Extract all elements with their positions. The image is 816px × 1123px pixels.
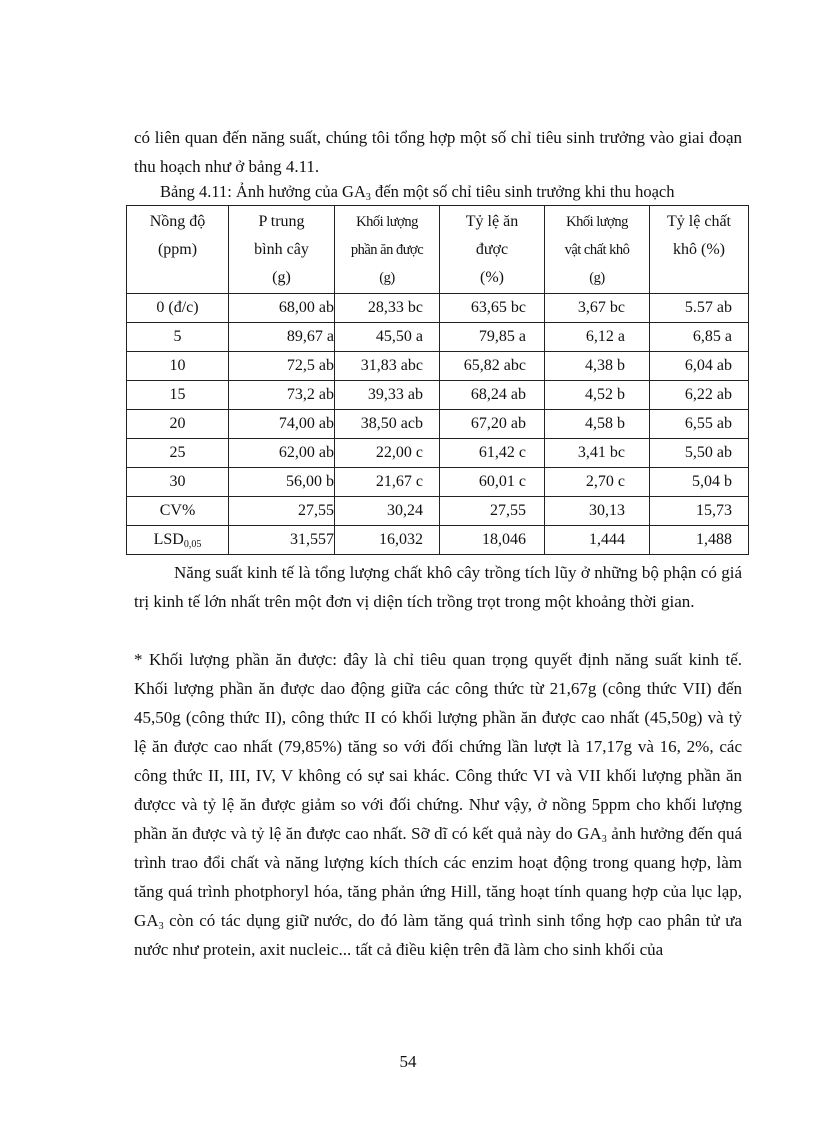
header-line: (g): [272, 269, 291, 286]
value-cell: 6,22 ab: [650, 381, 749, 410]
value-cell: 30,13: [545, 497, 650, 526]
value-cell: 74,00 ab: [229, 410, 335, 439]
table-row: [127, 439, 749, 468]
table-row: [127, 352, 749, 381]
header-line: (g): [589, 270, 605, 286]
ga3-subscript: 3: [158, 921, 164, 932]
value-cell: 5.57 ab: [650, 294, 749, 323]
intro-paragraph: có liên quan đến năng suất, chúng tôi tổng hợp một số chỉ tiêu sinh trưởng vào giai đoạn thu hoạch như ở bảng 4.11.: [134, 128, 742, 176]
header-line: được: [475, 241, 509, 258]
header-line: (g): [379, 270, 395, 286]
value-cell: 79,85 a: [440, 323, 545, 352]
value-cell: 6,55 ab: [650, 410, 749, 439]
lsd-row: [127, 526, 749, 555]
value-cell: 3,41 bc: [545, 439, 650, 468]
lsd-value: 31,557: [229, 526, 335, 555]
value-cell: 2,70 c: [545, 468, 650, 497]
table-row: [127, 468, 749, 497]
row-label-cell: 20: [127, 410, 229, 439]
table-body: [127, 294, 749, 526]
header-line: Khối lượng: [356, 214, 418, 230]
lsd-label-cell: [127, 526, 229, 555]
value-cell: 89,67 a: [229, 323, 335, 352]
table-row: [127, 294, 749, 323]
row-label-cell: 15: [127, 381, 229, 410]
value-cell: 56,00 b: [229, 468, 335, 497]
value-cell: 65,82 abc: [440, 352, 545, 381]
value-cell: 60,01 c: [440, 468, 545, 497]
value-cell: 6,12 a: [545, 323, 650, 352]
value-cell: 21,67 c: [335, 468, 440, 497]
row-label-cell: 5: [127, 323, 229, 352]
value-cell: 6,85 a: [650, 323, 749, 352]
row-label-cell: 10: [127, 352, 229, 381]
table-caption: [160, 180, 760, 204]
value-cell: 3,67 bc: [545, 294, 650, 323]
value-cell: 72,5 ab: [229, 352, 335, 381]
header-line: (ppm): [157, 241, 198, 258]
caption-text: Bảng 4.11: Ảnh hưởng của GA: [160, 182, 366, 201]
value-cell: 6,04 ab: [650, 352, 749, 381]
edible-weight-paragraph: [134, 645, 742, 964]
header-line: Nồng độ: [149, 213, 206, 230]
paragraph-text: ảnh hưởng đến quá trình trao đổi chất và năng lượng kích thích các enzim hoạt động trong quang hợp, làm tăng quá trình photphoryl hóa, tăng phản ứng Hill, tăng hoạt tính quang hợp của lục lạp, GA: [134, 824, 742, 930]
header-edible-ratio: [440, 206, 545, 294]
economic-yield-paragraph: Năng suất kinh tế là tổng lượng chất khô cây trồng tích lũy ở những bộ phận có giá trị kinh tế lớn nhất trên một đơn vị diện tích trồng trọt trong một khoảng thời gian.: [134, 563, 742, 611]
lsd-subscript: 0,05: [183, 539, 202, 550]
value-cell: 27,55: [440, 497, 545, 526]
ga3-subscript: 3: [601, 834, 607, 845]
header-line: Tỷ lệ ăn: [465, 213, 519, 230]
value-cell: 63,65 bc: [440, 294, 545, 323]
header-avg-weight: [229, 206, 335, 294]
table-row: [127, 497, 749, 526]
value-cell: 73,2 ab: [229, 381, 335, 410]
lsd-value: 1,444: [545, 526, 650, 555]
lsd-value: 1,488: [650, 526, 749, 555]
caption-subscript: 3: [365, 192, 371, 203]
header-line: (%): [480, 269, 504, 286]
lsd-label: LSD: [153, 531, 184, 548]
value-cell: 39,33 ab: [335, 381, 440, 410]
header-line: phần ăn được: [350, 242, 424, 258]
value-cell: 31,83 abc: [335, 352, 440, 381]
header-line: bình cây: [254, 241, 309, 258]
header-line: khô (%): [673, 241, 725, 258]
value-cell: 61,42 c: [440, 439, 545, 468]
paragraph-text: còn có tác dụng giữ nước, do đó làm tăng quá trình sinh tổng hợp cao phân tử ưa nước như protein, axit nucleic... tất cả điều kiện trên đã làm cho sinh khối của: [134, 911, 742, 959]
value-cell: 28,33 bc: [335, 294, 440, 323]
header-dry-matter: [545, 206, 650, 294]
value-cell: 30,24: [335, 497, 440, 526]
value-cell: 22,00 c: [335, 439, 440, 468]
ga3-growth-table: [126, 205, 749, 555]
lsd-value: 18,046: [440, 526, 545, 555]
header-line: P trung: [258, 213, 305, 230]
table-row: [127, 323, 749, 352]
value-cell: 27,55: [229, 497, 335, 526]
caption-text-rest: đến một số chỉ tiêu sinh trưởng khi thu hoạch: [370, 182, 675, 201]
row-label-cell: 25: [127, 439, 229, 468]
row-label-cell: 30: [127, 468, 229, 497]
value-cell: 4,38 b: [545, 352, 650, 381]
table-header-row: [127, 206, 749, 294]
value-cell: 45,50 a: [335, 323, 440, 352]
lsd-value: 16,032: [335, 526, 440, 555]
header-line: vật chất khô: [564, 242, 630, 258]
header-line: Tỷ lệ chất: [667, 213, 731, 230]
value-cell: 62,00 ab: [229, 439, 335, 468]
header-line: Khối lượng: [566, 214, 628, 230]
value-cell: 4,52 b: [545, 381, 650, 410]
row-label-cell: 0 (đ/c): [127, 294, 229, 323]
value-cell: 68,24 ab: [440, 381, 545, 410]
paragraph-text: * Khối lượng phần ăn được: đây là chỉ tiêu quan trọng quyết định năng suất kinh tế. Khối lượng phần ăn được dao động giữa các công thức từ 21,67g (công thức VII) đến 45,50g (công thức II), công thức II có khối lượng phần ăn được cao nhất (45,50g) và tỷ lệ ăn được cao nhất (79,85%) tăng so với đối chứng lần lượt là 17,17g và 16, 2%, các công thức II, III, IV, V không có sự sai khác. Công thức VI và VII khối lượng phần ăn đượcc và tỷ lệ ăn được giảm so với đối chứng. Như vậy, ở nồng 5ppm cho khối lượng phần ăn được và tỷ lệ ăn được cao nhất. Sỡ dĩ có kết quả này do GA: [134, 650, 742, 843]
header-concentration: [127, 206, 229, 294]
value-cell: 4,58 b: [545, 410, 650, 439]
value-cell: 5,04 b: [650, 468, 749, 497]
table-row: [127, 381, 749, 410]
value-cell: 5,50 ab: [650, 439, 749, 468]
header-dry-ratio: [650, 206, 749, 294]
page-number: 54: [399, 1052, 417, 1071]
value-cell: 67,20 ab: [440, 410, 545, 439]
value-cell: 15,73: [650, 497, 749, 526]
row-label-cell: CV%: [127, 497, 229, 526]
table-row: [127, 410, 749, 439]
header-edible-weight: [335, 206, 440, 294]
value-cell: 68,00 ab: [229, 294, 335, 323]
value-cell: 38,50 acb: [335, 410, 440, 439]
